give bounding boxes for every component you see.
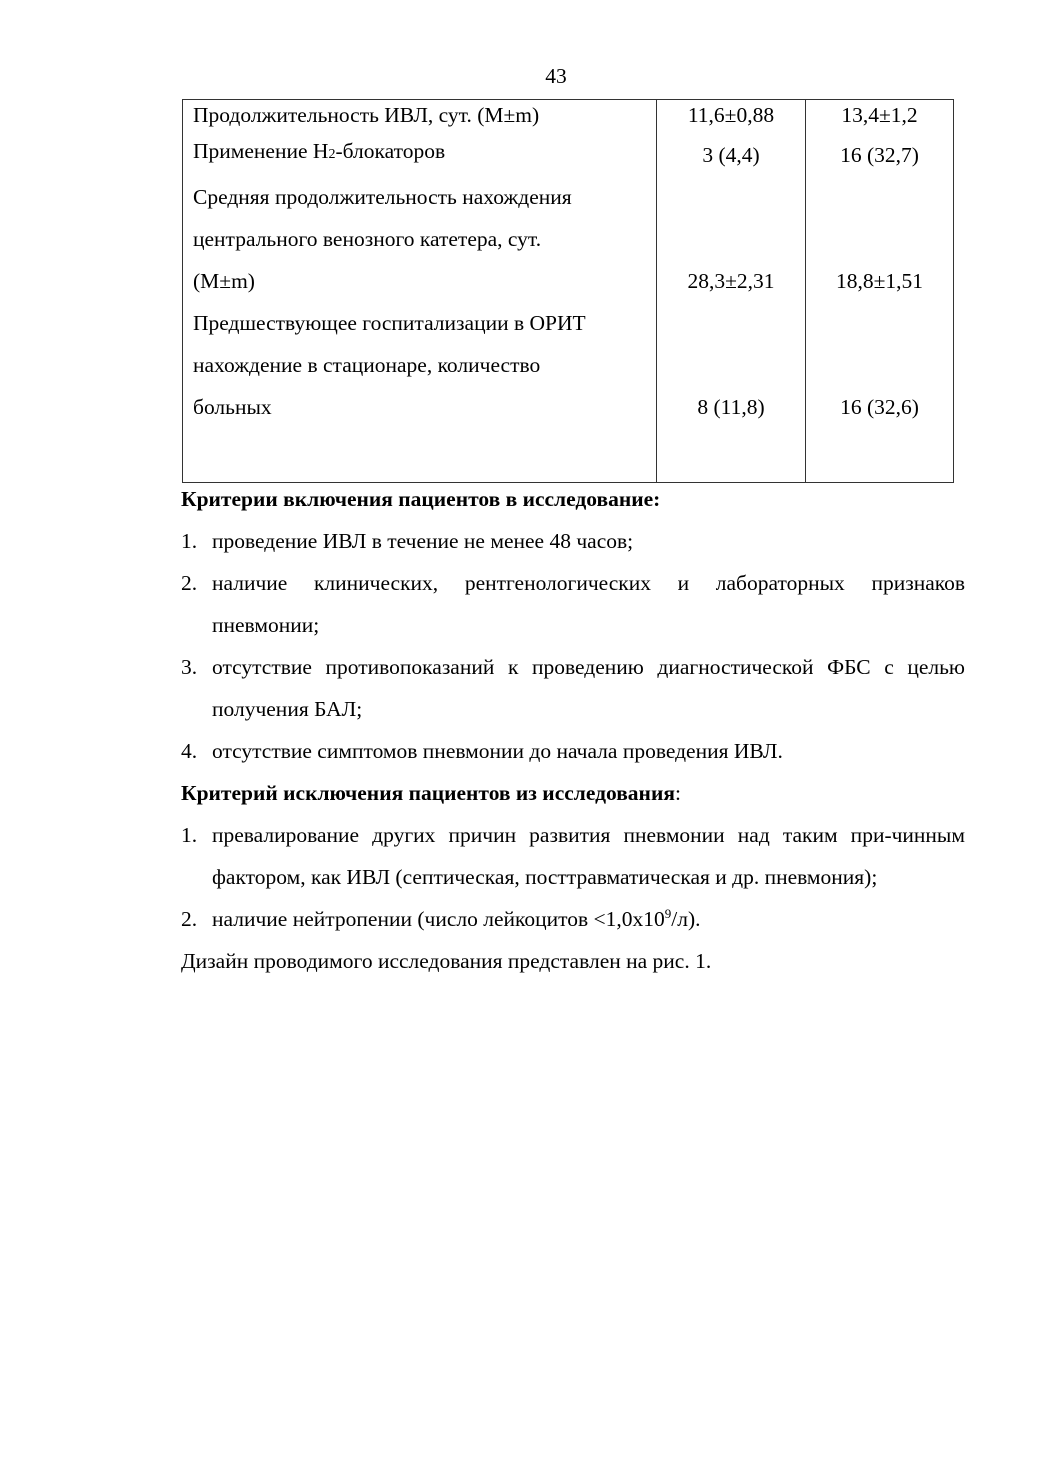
list-number: 2. (181, 907, 198, 931)
exclusion-heading: Критерий исключения пациентов из исследования (181, 781, 675, 805)
list-text: отсутствие противопоказаний к проведению диагностической ФБС с целью получения БАЛ; (212, 655, 965, 721)
list-text: отсутствие симптомов пневмонии до начала проведения ИВЛ. (212, 739, 783, 763)
exclusion-heading-line (181, 772, 965, 814)
design-note: Дизайн проводимого исследования представлен на рис. 1. (181, 949, 712, 973)
table-cell-value: 8 (11,8) (657, 302, 806, 428)
list-item (181, 646, 965, 730)
list-number: 3. (181, 655, 198, 679)
table-cell-empty (657, 428, 806, 483)
list-text: проведение ИВЛ в течение не менее 48 часов; (212, 529, 634, 553)
table-cell-value: 16 (32,7) (806, 130, 954, 176)
table-cell-value: 11,6±0,88 (657, 100, 806, 131)
table-row (183, 130, 954, 176)
list-number: 1. (181, 823, 198, 847)
table-row (183, 176, 954, 302)
list-item (181, 730, 965, 772)
table-cell-empty (183, 428, 657, 483)
list-text: превалирование других причин развития пневмонии над таким при-чинным фактором, как ИВЛ (септическая, посттравматическая и др. пневмония); (212, 823, 965, 889)
data-table (182, 99, 954, 483)
list-number: 2. (181, 571, 198, 595)
page-number: 43 (545, 64, 567, 88)
table-cell-value: 3 (4,4) (657, 130, 806, 176)
table-cell-empty (806, 428, 954, 483)
table-cell-label: Продолжительность ИВЛ, сут. (M±m) (183, 100, 657, 131)
table-cell-label: Применение Н2-блокаторов (183, 130, 657, 176)
table-cell-label: Предшествующее госпитализации в ОРИТ нахождение в стационаре, количество больных (183, 302, 657, 428)
table-row (183, 302, 954, 428)
list-item (181, 520, 965, 562)
list-item (181, 814, 965, 898)
inclusion-heading: Критерии включения пациентов в исследование: (181, 487, 661, 511)
table-cell-value: 13,4±1,2 (806, 100, 954, 131)
document-body (181, 478, 965, 982)
list-item (181, 562, 965, 646)
table-cell-label: Средняя продолжительность нахождения центрального венозного катетера, сут. (M±m) (183, 176, 657, 302)
exclusion-heading-colon: : (674, 781, 681, 805)
table-cell-value: 18,8±1,51 (806, 176, 954, 302)
list-item (181, 898, 965, 940)
list-text: наличие нейтропении (число лейкоцитов $<1,0х10^9/л$). (212, 905, 701, 931)
table-row (183, 428, 954, 483)
list-number: 1. (181, 529, 198, 553)
list-number: 4. (181, 739, 198, 763)
table-row (183, 100, 954, 131)
list-text: наличие клинических, рентгенологических и лабораторных признаков пневмонии; (212, 571, 965, 637)
table-cell-value: 16 (32,6) (806, 302, 954, 428)
table-cell-value: 28,3±2,31 (657, 176, 806, 302)
